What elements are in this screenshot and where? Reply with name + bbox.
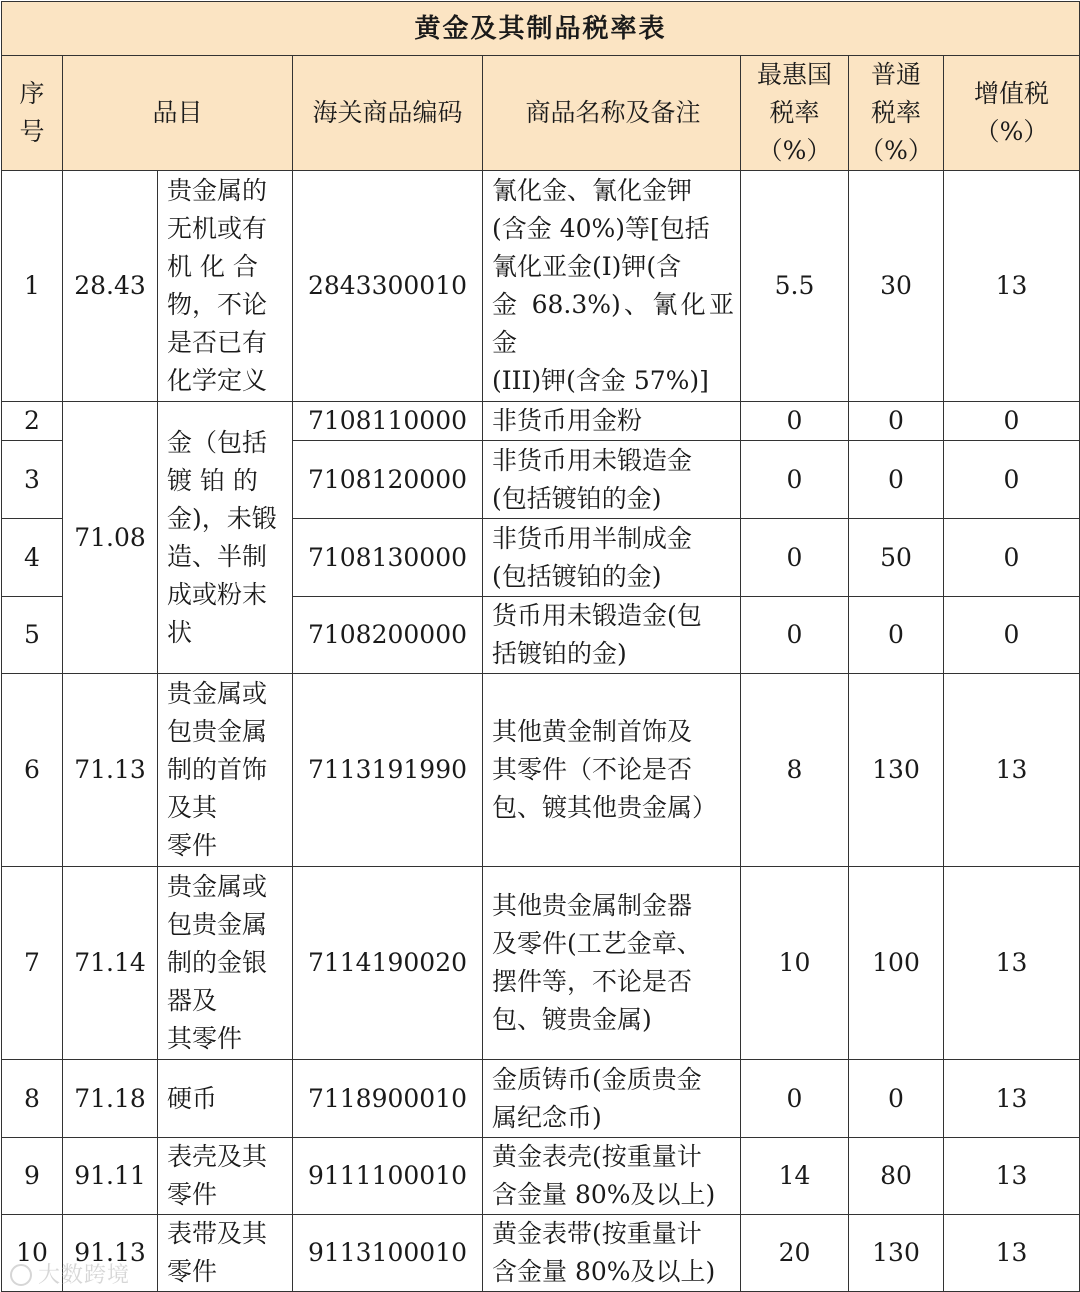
- cell-mfn-rate: 0: [741, 402, 849, 441]
- cell-mfn-rate: 5.5: [741, 171, 849, 402]
- cell-heading: 28.43: [63, 171, 158, 402]
- cell-general-rate: 50: [849, 519, 944, 597]
- cell-name: 货币用未锻造金(包 括镀铂的金): [483, 597, 741, 674]
- cell-item: 硬币: [158, 1060, 293, 1138]
- watermark-text: 大数跨境: [38, 1263, 131, 1288]
- cell-general-rate: 30: [849, 171, 944, 402]
- cell-seq: 1: [2, 171, 63, 402]
- cell-code: 7113191990: [293, 674, 483, 867]
- cell-item: 金（包括 镀 铂 的 金)，未锻 造、半制 成或粉末 状: [158, 402, 293, 674]
- cell-heading: 71.08: [63, 402, 158, 674]
- cell-item: 表带及其 零件: [158, 1215, 293, 1292]
- cell-seq: 2: [2, 402, 63, 441]
- cell-mfn-rate: 0: [741, 519, 849, 597]
- header-seq: 序 号: [2, 56, 63, 171]
- cell-general-rate: 100: [849, 867, 944, 1060]
- cell-mfn-rate: 20: [741, 1215, 849, 1292]
- cell-seq: 8: [2, 1060, 63, 1138]
- table-row: [2, 674, 1080, 867]
- cell-name: 非货币用金粉: [483, 402, 741, 441]
- cell-vat-rate: 13: [944, 1138, 1080, 1215]
- table-row: [2, 1138, 1080, 1215]
- cell-vat-rate: 0: [944, 441, 1080, 519]
- cell-seq: 4: [2, 519, 63, 597]
- table-row: [2, 402, 1080, 441]
- cell-general-rate: 0: [849, 441, 944, 519]
- cell-vat-rate: 13: [944, 1060, 1080, 1138]
- cell-code: 7108120000: [293, 441, 483, 519]
- cell-item: 贵金属或 包贵金属 制的首饰 及其 零件: [158, 674, 293, 867]
- cell-code: 9113100010: [293, 1215, 483, 1292]
- cell-vat-rate: 0: [944, 597, 1080, 674]
- cell-general-rate: 0: [849, 402, 944, 441]
- cell-general-rate: 80: [849, 1138, 944, 1215]
- cell-mfn-rate: 14: [741, 1138, 849, 1215]
- cell-general-rate: 130: [849, 674, 944, 867]
- cell-name: 黄金表带(按重量计 含金量 80%及以上): [483, 1215, 741, 1292]
- cell-name: 非货币用半制成金 (包括镀铂的金): [483, 519, 741, 597]
- cell-code: 7108200000: [293, 597, 483, 674]
- cell-seq: 10: [2, 1215, 63, 1292]
- gold-tax-rate-table: [1, 1, 1080, 1292]
- cell-general-rate: 0: [849, 597, 944, 674]
- cell-name: 黄金表壳(按重量计 含金量 80%及以上): [483, 1138, 741, 1215]
- weibo-logo-icon: [10, 1264, 32, 1286]
- cell-mfn-rate: 10: [741, 867, 849, 1060]
- cell-mfn-rate: 0: [741, 1060, 849, 1138]
- table-title: 黄金及其制品税率表: [2, 2, 1080, 56]
- cell-vat-rate: 13: [944, 171, 1080, 402]
- cell-seq: 7: [2, 867, 63, 1060]
- table-row: [2, 171, 1080, 402]
- header-code: 海关商品编码: [293, 56, 483, 171]
- cell-vat-rate: 13: [944, 674, 1080, 867]
- cell-code: 2843300010: [293, 171, 483, 402]
- table-row: [2, 1215, 1080, 1292]
- cell-heading: 71.14: [63, 867, 158, 1060]
- header-vat-rate: 增值税 （%）: [944, 56, 1080, 171]
- watermark: [10, 1258, 130, 1289]
- cell-item: 表壳及其 零件: [158, 1138, 293, 1215]
- cell-name: 其他黄金制首饰及 其零件（不论是否 包、镀其他贵金属）: [483, 674, 741, 867]
- cell-mfn-rate: 0: [741, 441, 849, 519]
- cell-code: 7114190020: [293, 867, 483, 1060]
- cell-name: 金质铸币(金质贵金 属纪念币): [483, 1060, 741, 1138]
- cell-item: 贵金属或 包贵金属 制的金银 器及 其零件: [158, 867, 293, 1060]
- cell-mfn-rate: 0: [741, 597, 849, 674]
- header-general-rate: 普通 税率 （%）: [849, 56, 944, 171]
- cell-item: 贵金属的 无机或有 机 化 合 物，不论 是否已有 化学定义: [158, 171, 293, 402]
- cell-code: 7108110000: [293, 402, 483, 441]
- cell-vat-rate: 13: [944, 867, 1080, 1060]
- cell-heading: 71.18: [63, 1060, 158, 1138]
- cell-heading: 71.13: [63, 674, 158, 867]
- cell-code: 9111100010: [293, 1138, 483, 1215]
- table-row: [2, 1060, 1080, 1138]
- cell-heading: 91.13: [63, 1215, 158, 1292]
- table-title-row: [2, 2, 1080, 56]
- cell-name: 氰化金、氰化金钾 (含金 40%)等[包括 氰化亚金(I)钾(含 金 68.3%)、氰化亚金 (III)钾(含金 57%)]: [483, 171, 741, 402]
- cell-general-rate: 130: [849, 1215, 944, 1292]
- cell-seq: 3: [2, 441, 63, 519]
- header-name: 商品名称及备注: [483, 56, 741, 171]
- cell-code: 7108130000: [293, 519, 483, 597]
- cell-code: 7118900010: [293, 1060, 483, 1138]
- header-mfn-rate: 最惠国 税率 （%）: [741, 56, 849, 171]
- cell-seq: 6: [2, 674, 63, 867]
- cell-vat-rate: 0: [944, 519, 1080, 597]
- table-header-row: [2, 56, 1080, 171]
- cell-seq: 5: [2, 597, 63, 674]
- cell-name: 非货币用未锻造金 (包括镀铂的金): [483, 441, 741, 519]
- cell-vat-rate: 13: [944, 1215, 1080, 1292]
- cell-heading: 91.11: [63, 1138, 158, 1215]
- cell-vat-rate: 0: [944, 402, 1080, 441]
- cell-seq: 9: [2, 1138, 63, 1215]
- cell-general-rate: 0: [849, 1060, 944, 1138]
- cell-name: 其他贵金属制金器 及零件(工艺金章、 摆件等，不论是否 包、镀贵金属): [483, 867, 741, 1060]
- header-item: 品目: [63, 56, 293, 171]
- table-row: [2, 867, 1080, 1060]
- cell-mfn-rate: 8: [741, 674, 849, 867]
